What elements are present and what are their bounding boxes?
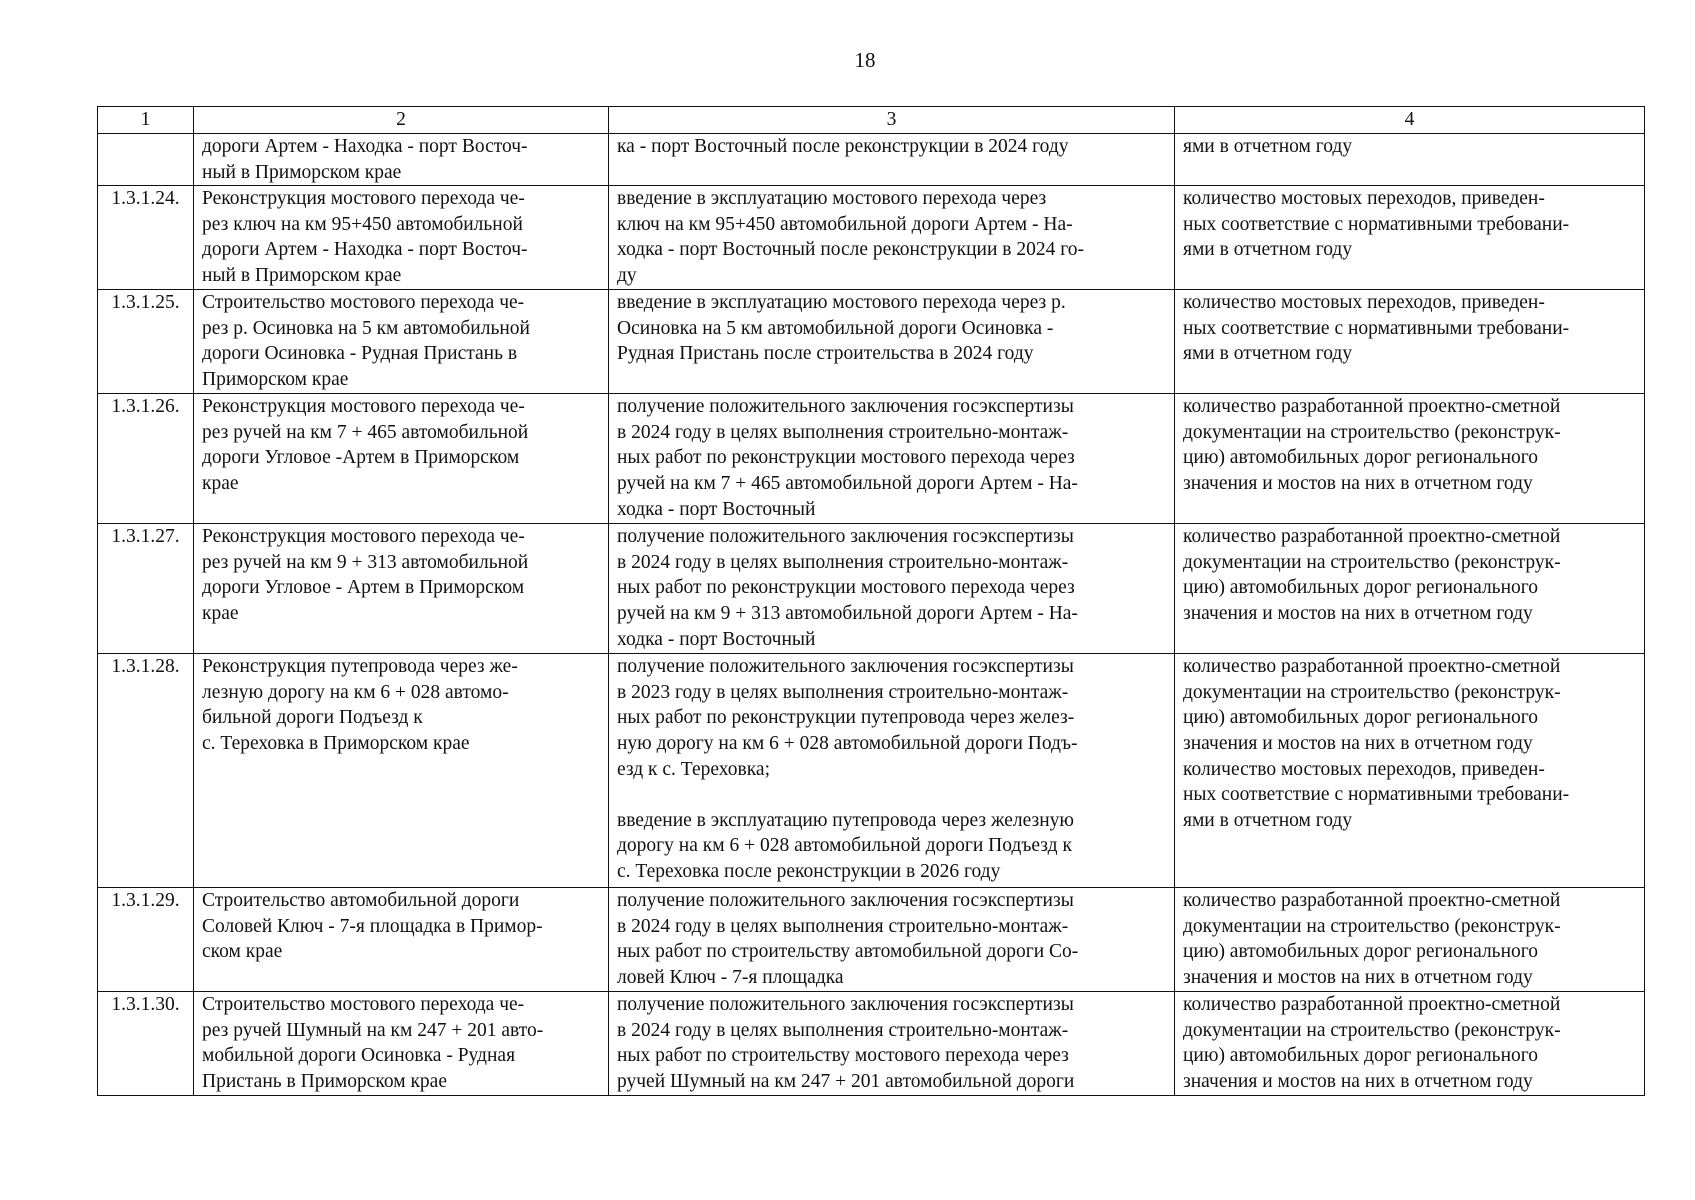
measures-table: [97, 106, 1645, 1096]
expected-result: введение в эксплуатацию мостового перехода через ключ на км 95+450 автомобильной дороги Артем - На- ходка - порт Восточный после реконструкции в 2024 го- ду: [609, 186, 1175, 290]
indicator: количество мостовых переходов, приведен- ных соответствие с нормативными требовани- ями в отчетном году: [1175, 186, 1645, 290]
expected-result: получение положительного заключения госэкспертизы в 2024 году в целях выполнения строительно-монтаж- ных работ по строительству автомобильной дороги Со- ловей Ключ - 7-я площадка: [609, 888, 1175, 992]
measure-name: Реконструкция мостового перехода че- рез ручей на км 7 + 465 автомобильной дороги Угловое -Артем в Приморском крае: [194, 394, 609, 524]
column-header-1: 1: [98, 107, 194, 134]
row-number: 1.3.1.28.: [98, 654, 194, 888]
expected-result: получение положительного заключения госэкспертизы в 2024 году в целях выполнения строительно-монтаж- ных работ по реконструкции мостового перехода через ручей на км 9 + 313 автомобильной дороги Артем - На- ходка - порт Восточный: [609, 524, 1175, 654]
measure-name: Строительство мостового перехода че- рез ручей Шумный на км 247 + 201 авто- мобильной дороги Осиновка - Рудная Пристань в Приморском крае: [194, 992, 609, 1096]
measure-name: Строительство мостового перехода че- рез р. Осиновка на 5 км автомобильной дороги Осиновка - Рудная Пристань в Приморском крае: [194, 290, 609, 394]
column-header-3: 3: [609, 107, 1175, 134]
indicator: количество разработанной проектно-сметной документации на строительство (реконструк- цию) автомобильных дорог регионального значения и мостов на них в отчетном году: [1175, 524, 1645, 654]
table-row: [98, 524, 1645, 654]
table-header-row: [98, 107, 1645, 134]
indicator: количество разработанной проектно-сметной документации на строительство (реконструк- цию) автомобильных дорог регионального значения и мостов на них в отчетном году: [1175, 888, 1645, 992]
page-number: 18: [854, 48, 876, 72]
indicator: количество мостовых переходов, приведен- ных соответствие с нормативными требовани- ями в отчетном году: [1175, 290, 1645, 394]
indicator: количество разработанной проектно-сметной документации на строительство (реконструк- цию) автомобильных дорог регионального значения и мостов на них в отчетном году: [1175, 992, 1645, 1096]
expected-result: ка - порт Восточный после реконструкции в 2024 году: [609, 134, 1175, 186]
expected-result: введение в эксплуатацию мостового перехода через р. Осиновка на 5 км автомобильной дороги Осиновка - Рудная Пристань после строительства в 2024 году: [609, 290, 1175, 394]
table-row: [98, 290, 1645, 394]
row-number: 1.3.1.25.: [98, 290, 194, 394]
row-number: 1.3.1.29.: [98, 888, 194, 992]
measure-name: Реконструкция мостового перехода че- рез ключ на км 95+450 автомобильной дороги Артем - Находка - порт Восточ- ный в Приморском крае: [194, 186, 609, 290]
table-row: [98, 134, 1645, 186]
column-header-4: 4: [1175, 107, 1645, 134]
expected-result: получение положительного заключения госэкспертизы в 2023 году в целях выполнения строительно-монтаж- ных работ по реконструкции путепровода через желез- ную дорогу на км 6 + 028 автомобильной дороги Подъ- езд к с. Тереховка; введение в эксплуатацию путепровода через железную дорогу на км 6 + 028 автомобильной дороги Подъезд к с. Тереховка после реконструкции в 2026 году: [609, 654, 1175, 888]
indicator: ями в отчетном году: [1175, 134, 1645, 186]
expected-result: получение положительного заключения госэкспертизы в 2024 году в целях выполнения строительно-монтаж- ных работ по реконструкции мостового перехода через ручей на км 7 + 465 автомобильной дороги Артем - На- ходка - порт Восточный: [609, 394, 1175, 524]
measure-name: Реконструкция мостового перехода че- рез ручей на км 9 + 313 автомобильной дороги Угловое - Артем в Приморском крае: [194, 524, 609, 654]
table-row: [98, 888, 1645, 992]
column-header-2: 2: [194, 107, 609, 134]
row-number: 1.3.1.24.: [98, 186, 194, 290]
table-row: [98, 654, 1645, 888]
expected-result: получение положительного заключения госэкспертизы в 2024 году в целях выполнения строительно-монтаж- ных работ по строительству мостового перехода через ручей Шумный на км 247 + 201 автомобильной дороги: [609, 992, 1175, 1096]
table-row: [98, 186, 1645, 290]
table-row: [98, 992, 1645, 1096]
measure-name: Строительство автомобильной дороги Соловей Ключ - 7-я площадка в Примор- ском крае: [194, 888, 609, 992]
row-number: [98, 134, 194, 186]
indicator: количество разработанной проектно-сметной документации на строительство (реконструк- цию) автомобильных дорог регионального значения и мостов на них в отчетном году: [1175, 394, 1645, 524]
row-number: 1.3.1.26.: [98, 394, 194, 524]
row-number: 1.3.1.27.: [98, 524, 194, 654]
measure-name: дороги Артем - Находка - порт Восточ- ный в Приморском крае: [194, 134, 609, 186]
measure-name: Реконструкция путепровода через же- лезную дорогу на км 6 + 028 автомо- бильной дороги Подъезд к с. Тереховка в Приморском крае: [194, 654, 609, 888]
indicator: количество разработанной проектно-сметной документации на строительство (реконструк- цию) автомобильных дорог регионального значения и мостов на них в отчетном году количество мостовых переходов, приведен- ных соответствие с нормативными требовани- ями в отчетном году: [1175, 654, 1645, 888]
row-number: 1.3.1.30.: [98, 992, 194, 1096]
table-row: [98, 394, 1645, 524]
